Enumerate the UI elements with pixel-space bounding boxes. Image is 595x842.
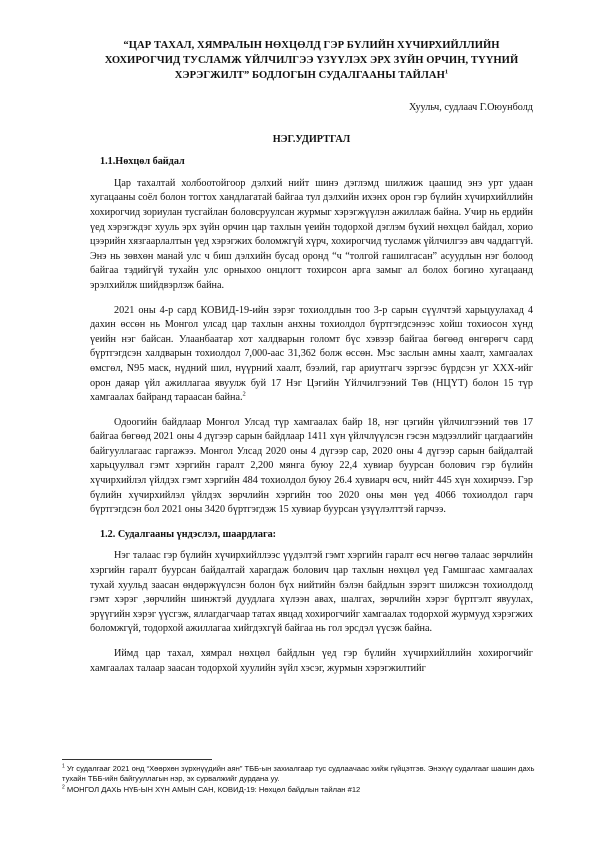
author-line: Хуульч, судлаач Г.Оюунболд: [409, 102, 533, 113]
paragraph-1: Цар тахалтай холбоотойгоор дэлхий нийт шинэ дэглэмд шилжиж цаашид энэ урт удаан хугацааны соёл болон тогтох хандлагатай байгаа тул дэлхийн ихэнх орон гэр бүлийн хүчирхийллийн хохирогчид зориулан тусгайлан боловсруулсан журмыг хэрэгжүүлэн ажиллаж байна. Учир нь ердийн үед хэрэгждэг хууль эрх зүйн орчин цар тахлын үеийн тодорхой дэглэм бүхий нөхцөл байдал, хорио цээрийн хязгаарлалтын үед хэрэгжих боломжгүй хүрч, хохирогчид тусламж үйлчилгээ авч чаддаггүй. Энэ нь зөвхөн манай улс ч биш дэлхийн бусад оронд “ч “толгой гашилгасан” асуудлын нэг болоод байгаа тэдийгүй тухайн улс орныхоо онцлогт тохирсон арга замыг ал болох богино хугацаанд эрэлхийлж шийдвэрлэж байна.: [90, 177, 533, 291]
report-title-text: “ЦАР ТАХАЛ, ХЯМРАЛЫН НӨХЦӨЛД ГЭР БҮЛИЙН ХҮЧИРХИЙЛЛИЙН ХОХИРОГЧИД ТУСЛАМЖ ҮЙЛЧИЛГЭЭ ҮЗҮҮЛЭХ ЭРХ ЗҮЙН ОРЧИН, ТҮҮНИЙ ХЭРЭГЖИЛТ” БОДЛОГЫН СУДАЛГААНЫ ТАЙЛАН: [104, 40, 519, 81]
footnote-1-text: Уг судалгааг 2021 онд “Хөөрхөн зүрхнүүдийн аян” ТББ-ын захиалгаар тус судлаачаас хийж гүйцэтгэв. Энэхүү судалгааг шашин дахь тухайн ТББ-ийн байгууллагын нэр, эх сурвалжийг дурдана уу.: [62, 764, 535, 784]
title-footnote-ref[interactable]: 1: [444, 68, 449, 76]
footnote-2-mark: 2: [62, 784, 65, 791]
subsection-heading-situation: 1.1.Нөхцөл байдал: [100, 156, 185, 168]
footnote-divider: [62, 759, 212, 760]
footnote-1-mark: 1: [62, 763, 65, 770]
report-title: [90, 38, 533, 83]
paragraph-2-footnote-ref[interactable]: 2: [242, 390, 246, 398]
paragraph-3: Одоогийн байдлаар Монгол Улсад түр хамгаалах байр 18, нэг цэгийн үйлчилгээний төв 17 байгаа бөгөөд 2021 оны 4 дүгээр сарын байдлаар 1411 хүн үйлчлүүлсэн гэсэн мэдээллийг цагдаагийн байгууллагаас гаргажээ. Монгол Улсад 2020 оны 4 дүгээр сар, 2020 оны 4 дүгээр сарын байдалтай харьцуулвал гэмт хэргийн гаралт 2,200 мянга буюу 22,4 хувиар буурсан болович гэр бүлийн хүчирхийлэл үйлдэх гэмт хэргийн 484 тохиолдол буюу 26.4 хувиарч өсч, нийт 445 хүн хохирчээ. Гэр бүлийн хүчирхийлэл үйлдэх зөрчлийн хэргийн тоо 2020 оны мөн үед 4066 тохиолдол гарч бүртгэгдсэн бол 2021 оны 3420 бүртгэгдэж 15 хувиар буурсан үзүүлэлттэй гарчээ.: [90, 416, 533, 516]
footnotes: [62, 759, 547, 795]
section-heading: НЭГ.УДИРТГАЛ: [272, 133, 351, 145]
paragraph-4: Нэг талаас гэр бүлийн хүчирхийллээс үүдэлтэй гэмт хэргийн гаралт өсч нөгөө талаас зөрчлийн хэргийн гаралт буурсан байдалтай харагдаж болович цар тахлын нөхцөл үед Гамшгаас хамгаалах тухай хуульд заасан өндөржүүлсэн болон бүх нийтийн бэлэн байдлын зэрэгт шилжсэн тохиолдолд гэмт хэрэг ,зөрчлийн шинжтэй дуудлага хүлээн авах, шалгах, зөрчлийн хэрэг бүртгэлт явуулах, эрүүгийн хэрэг үүсгэж, яллагдагчаар татах явцад хохирогчийг хамгаалах тодорхой журмууд хэрэгжих боломжгүй, тодорхой ажиллагаа хийгдэхгүй байгаа нь гол эрсдэл үүсэж байна.: [90, 550, 533, 635]
footnote-2: [62, 785, 547, 795]
subsection-heading-rationale: 1.2. Судалгааны үндэслэл, шаардлага:: [100, 528, 277, 540]
paragraph-2: [90, 304, 533, 406]
footnote-2-text: МОНГОЛ ДАХЬ НҮБ-ЫН ХҮН АМЫН САН, КОВИД-19: Нөхцөл байдлын тайлан #12: [66, 784, 361, 794]
footnote-1: [62, 764, 547, 785]
paragraph-5: Иймд цар тахал, хямрал нөхцөл байдлын үед гэр бүлийн хүчирхийллийн хохирогчийг хамгаалах талаар заасан тодорхой хуулийн зүйл хэсэг, журмын хэрэгжилтийг: [90, 648, 533, 674]
paragraph-2-text: 2021 оны 4-р сард КОВИД-19-ийн зэрэг тохиолдлын тоо 3-р сарын сүүлчтэй харьцуулахад 4 дахин өссөн нь Монгол улсад цар тахлын анхны тохиолдол бүртгэгдсэнээс хойш тохиосон хүнд үеийн нэг байсан. Улаанбаатар хот халдварын голомт бүс хэвээр байгаа бөгөөд өнгөрөгч сард бүртгэгдсэн халдварын тохиолдол 7,000-аас 31,362 болж өссөн. Мэс заслын амны хаалт, хамгаалах өмсгөл, N95 маск, нүдний шил, нүүрний хаалт, бээлий, гар ариутгагч зэргээс бүрдсэн уг ХХХ-ийг орон даяар үйл ажиллагаа явуулж буй 17 Нэг Цэгийн Үйлчилгээний Төв (НЦҮТ) болон 15 түр хамгаалах байранд тараасан байна.: [90, 304, 533, 404]
